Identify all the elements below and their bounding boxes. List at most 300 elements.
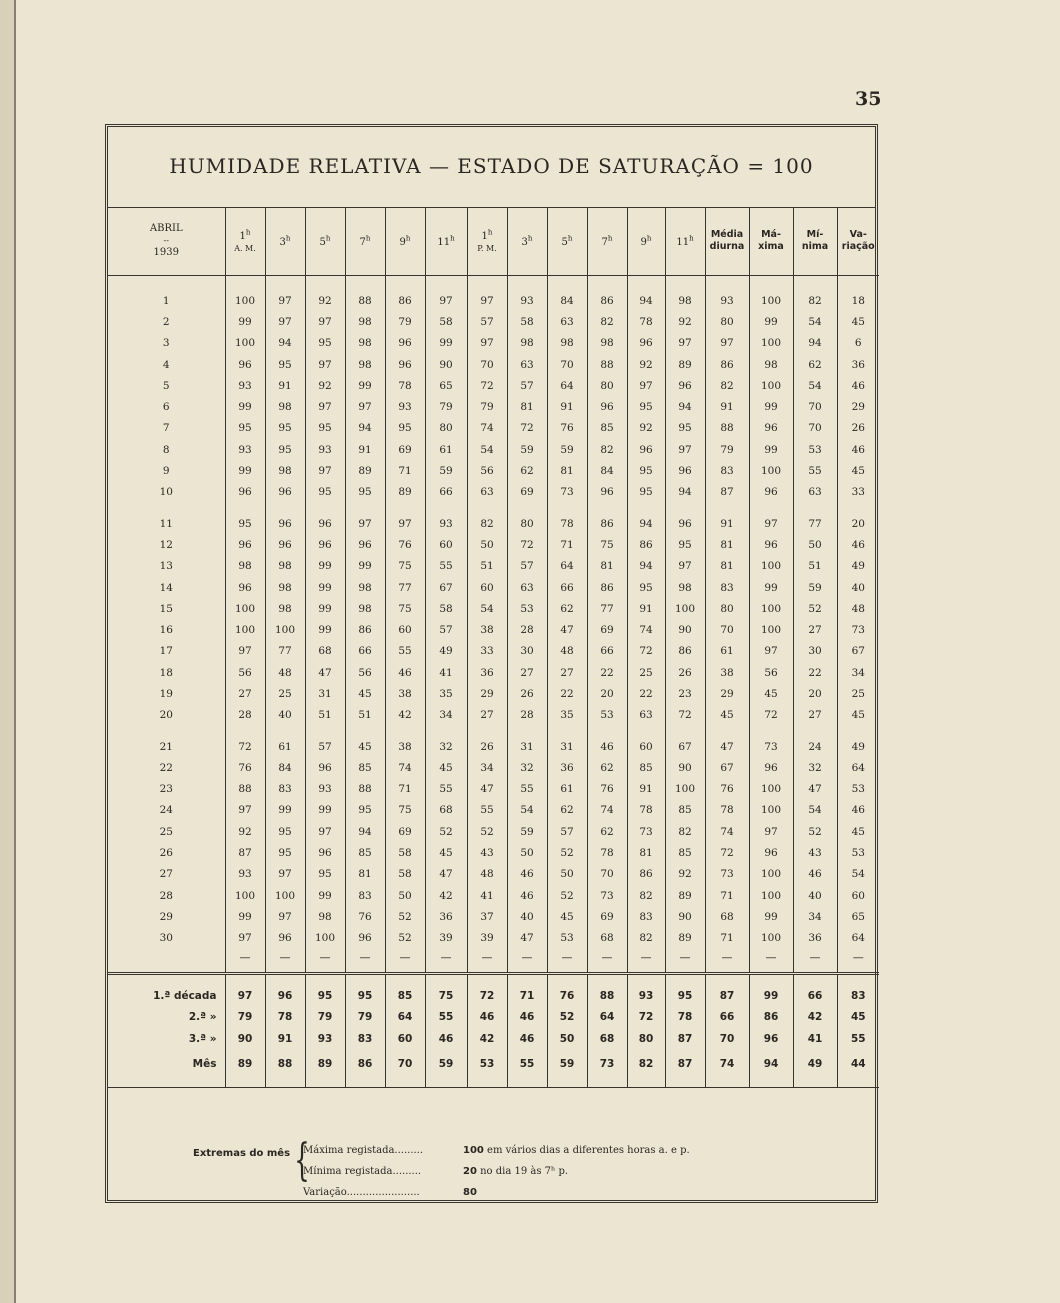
header-hour-3 (345, 207, 385, 276)
value-cell: 85 (665, 800, 705, 821)
value-cell: 39 (425, 928, 467, 949)
value-cell: 56 (225, 662, 265, 683)
value-cell: 69 (507, 482, 547, 503)
blank-cell (547, 973, 587, 985)
value-cell: 30 (793, 641, 837, 662)
summary-cell: 87 (705, 985, 749, 1007)
value-cell: 97 (265, 311, 305, 332)
value-cell: 84 (587, 460, 627, 481)
month-cell: 87 (665, 1049, 705, 1079)
value-cell: 95 (627, 577, 665, 598)
hour-label: 7$^h$ (601, 234, 613, 249)
day-cell: 9 (162, 465, 170, 478)
value-cell: 68 (305, 641, 345, 662)
value-cell: 100 (265, 885, 305, 906)
month-cell: 59 (425, 1049, 467, 1079)
summary-row (108, 1028, 879, 1050)
hour-label: 9$^h$ (640, 234, 652, 249)
value-cell: 95 (225, 513, 265, 534)
value-cell: 46 (837, 800, 879, 821)
value-cell: 79 (385, 311, 425, 332)
value-cell: 86 (627, 864, 665, 885)
value-cell: 25 (265, 683, 305, 704)
month-cell: 49 (793, 1049, 837, 1079)
value-cell: 52 (385, 906, 425, 927)
blank-cell (665, 973, 705, 985)
value-cell: 95 (305, 333, 345, 354)
value-cell: 90 (665, 906, 705, 927)
value-cell: 78 (547, 513, 587, 534)
blank-cell (665, 726, 705, 736)
header-hour-0 (225, 207, 265, 276)
summary-cell: 96 (749, 1028, 793, 1050)
value-cell: 70 (793, 396, 837, 417)
blank-cell (627, 1079, 665, 1088)
value-cell: 23 (665, 683, 705, 704)
value-cell: 77 (385, 577, 425, 598)
table-row (108, 396, 879, 417)
blank-cell (749, 973, 793, 985)
value-cell: 96 (749, 757, 793, 778)
value-cell: 93 (305, 439, 345, 460)
summary-cell: 95 (345, 985, 385, 1007)
day-cell: 18 (159, 666, 173, 679)
value-cell: 97 (425, 290, 467, 311)
summary-cell: 50 (547, 1028, 587, 1050)
value-cell: 96 (305, 757, 345, 778)
value-cell: 100 (749, 779, 793, 800)
blank-cell (345, 726, 385, 736)
blank-cell (749, 503, 793, 513)
blank-cell (467, 276, 507, 291)
value-cell: 33 (467, 641, 507, 662)
summary-cell: 46 (425, 1028, 467, 1050)
dash-cell: — (385, 949, 425, 967)
value-cell: 54 (467, 598, 507, 619)
header-hour-1 (265, 207, 305, 276)
day-cell: 7 (162, 422, 170, 435)
table-row (108, 757, 879, 778)
value-cell: 92 (305, 375, 345, 396)
value-cell: 100 (225, 619, 265, 640)
value-cell: 96 (265, 482, 305, 503)
value-cell: 66 (425, 482, 467, 503)
value-cell: 65 (425, 375, 467, 396)
month-cell: 74 (705, 1049, 749, 1079)
value-cell: 86 (705, 354, 749, 375)
value-cell: 82 (467, 513, 507, 534)
summary-cell: 68 (587, 1028, 627, 1050)
value-cell: 67 (665, 736, 705, 757)
dash-cell: — (305, 949, 345, 967)
blank-cell (385, 973, 425, 985)
hour-sup: h (567, 234, 573, 243)
value-cell: 88 (587, 354, 627, 375)
value-cell: 22 (793, 662, 837, 683)
value-cell: 59 (547, 439, 587, 460)
month-bottom (108, 1079, 879, 1088)
header-hour-9 (587, 207, 627, 276)
value-cell: 100 (749, 928, 793, 949)
dash-cell: — (225, 949, 265, 967)
value-cell: 98 (265, 577, 305, 598)
blank-cell (793, 503, 837, 513)
value-cell: 40 (793, 885, 837, 906)
value-cell: 71 (705, 928, 749, 949)
value-cell: 86 (587, 577, 627, 598)
value-cell: 74 (705, 821, 749, 842)
extreme-row (303, 1166, 568, 1177)
value-cell: 85 (665, 842, 705, 863)
value-cell: 54 (507, 800, 547, 821)
value-cell: 93 (385, 396, 425, 417)
value-cell: 41 (425, 662, 467, 683)
summary-cell: 83 (837, 985, 879, 1007)
value-cell: 74 (467, 418, 507, 439)
value-cell: 46 (507, 864, 547, 885)
value-cell: 99 (225, 460, 265, 481)
value-cell: 55 (425, 556, 467, 577)
value-cell: 76 (705, 779, 749, 800)
value-cell: 73 (547, 482, 587, 503)
value-cell: 95 (265, 354, 305, 375)
value-cell: 96 (749, 482, 793, 503)
value-cell: 47 (547, 619, 587, 640)
value-cell: 64 (837, 757, 879, 778)
dash-cell: — (507, 949, 547, 967)
blank-cell (467, 973, 507, 985)
value-cell: 52 (793, 821, 837, 842)
value-cell: 95 (305, 482, 345, 503)
value-cell: 48 (467, 864, 507, 885)
header-hour-11 (665, 207, 705, 276)
day-cell: 6 (162, 401, 170, 414)
value-cell: 45 (547, 906, 587, 927)
book-spine (0, 0, 16, 1303)
summary-cell: 46 (507, 1028, 547, 1050)
value-cell: 62 (507, 460, 547, 481)
blank-cell (547, 1079, 587, 1088)
value-cell: 96 (665, 375, 705, 396)
value-cell: 84 (547, 290, 587, 311)
value-cell: 88 (225, 779, 265, 800)
value-cell: 99 (225, 311, 265, 332)
summary-cell: 91 (265, 1028, 305, 1050)
blank-cell (225, 973, 265, 985)
value-cell: 76 (385, 534, 425, 555)
dash-cell: — (345, 949, 385, 967)
summary-cell: 46 (507, 1006, 547, 1028)
value-cell: 72 (507, 418, 547, 439)
value-cell: 94 (665, 396, 705, 417)
value-cell: 69 (587, 906, 627, 927)
value-cell: 45 (425, 842, 467, 863)
value-cell: 74 (587, 800, 627, 821)
value-cell: 50 (793, 534, 837, 555)
value-cell: 95 (385, 418, 425, 439)
blank-cell (225, 503, 265, 513)
value-cell: 54 (793, 311, 837, 332)
value-cell: 93 (705, 290, 749, 311)
value-cell: 93 (305, 779, 345, 800)
value-cell: 54 (837, 864, 879, 885)
value-cell: 99 (425, 333, 467, 354)
header-row (108, 207, 879, 276)
value-cell: 97 (305, 396, 345, 417)
value-cell: 82 (587, 311, 627, 332)
value-cell: 100 (749, 290, 793, 311)
blank-cell (547, 503, 587, 513)
extreme-value: 80 (463, 1187, 477, 1198)
blank-cell (305, 1079, 345, 1088)
value-cell: 57 (507, 375, 547, 396)
month-cell: 73 (587, 1049, 627, 1079)
header-stat-2 (793, 207, 837, 276)
table-row (108, 779, 879, 800)
value-cell: 45 (749, 683, 793, 704)
value-cell: 98 (225, 556, 265, 577)
stat-label: Média diurna (709, 229, 745, 252)
value-cell: 81 (705, 534, 749, 555)
month-cell: Mês (192, 1058, 217, 1071)
value-cell: 27 (793, 705, 837, 726)
title-band (108, 127, 875, 208)
value-cell: 40 (507, 906, 547, 927)
value-cell: 50 (507, 842, 547, 863)
value-cell: 63 (627, 705, 665, 726)
value-cell: 97 (705, 333, 749, 354)
value-cell: 77 (265, 641, 305, 662)
value-cell: 95 (225, 418, 265, 439)
day-cell: 20 (159, 709, 173, 722)
value-cell: 99 (749, 311, 793, 332)
value-cell: 68 (587, 928, 627, 949)
value-cell: 45 (345, 736, 385, 757)
summary-cell: 90 (225, 1028, 265, 1050)
value-cell: 97 (265, 290, 305, 311)
value-cell: 89 (665, 885, 705, 906)
value-cell: 94 (345, 821, 385, 842)
summary-cell: 83 (345, 1028, 385, 1050)
value-cell: 95 (305, 864, 345, 885)
value-cell: 47 (467, 779, 507, 800)
table-row (108, 619, 879, 640)
summary-spacer (108, 973, 879, 985)
value-cell: 67 (837, 641, 879, 662)
hour-sup: h (646, 234, 652, 243)
value-cell: 49 (425, 641, 467, 662)
value-cell: 66 (587, 641, 627, 662)
value-cell: 53 (587, 705, 627, 726)
value-cell: 27 (547, 662, 587, 683)
value-cell: 94 (627, 513, 665, 534)
value-cell: 85 (345, 757, 385, 778)
blank-cell (507, 726, 547, 736)
value-cell: 89 (665, 928, 705, 949)
value-cell: 98 (665, 577, 705, 598)
summary-cell: 75 (425, 985, 467, 1007)
table-row (108, 800, 879, 821)
value-cell: 100 (749, 885, 793, 906)
value-cell: 97 (225, 641, 265, 662)
blank-cell (749, 1079, 793, 1088)
value-cell: 78 (627, 800, 665, 821)
value-cell: 36 (793, 928, 837, 949)
value-cell: 61 (547, 779, 587, 800)
summary-cell: 88 (587, 985, 627, 1007)
table-row (108, 662, 879, 683)
summary-cell: 52 (547, 1006, 587, 1028)
blank-cell (837, 973, 879, 985)
value-cell: 97 (305, 354, 345, 375)
blank-cell (705, 1079, 749, 1088)
blank-cell (425, 1079, 467, 1088)
summary-cell: 64 (587, 1006, 627, 1028)
value-cell: 55 (425, 779, 467, 800)
summary-cell: 42 (793, 1006, 837, 1028)
value-cell: 98 (665, 290, 705, 311)
value-cell: 97 (627, 375, 665, 396)
value-cell: 98 (345, 577, 385, 598)
value-cell: 64 (547, 375, 587, 396)
value-cell: 100 (225, 598, 265, 619)
value-cell: 47 (793, 779, 837, 800)
summary-row (108, 985, 879, 1007)
value-cell: 86 (587, 290, 627, 311)
value-cell: 31 (547, 736, 587, 757)
value-cell: 70 (467, 354, 507, 375)
value-cell: 96 (265, 928, 305, 949)
value-cell: 63 (793, 482, 837, 503)
header-hour-4 (385, 207, 425, 276)
value-cell: 73 (587, 885, 627, 906)
value-cell: 97 (345, 396, 385, 417)
value-cell: 67 (705, 757, 749, 778)
value-cell: 57 (305, 736, 345, 757)
value-cell: 27 (225, 683, 265, 704)
value-cell: 73 (837, 619, 879, 640)
blank-cell (345, 1079, 385, 1088)
value-cell: 60 (385, 619, 425, 640)
value-cell: 81 (345, 864, 385, 885)
value-cell: 54 (467, 439, 507, 460)
value-cell: 95 (345, 800, 385, 821)
value-cell: 26 (507, 683, 547, 704)
value-cell: 92 (627, 418, 665, 439)
value-cell: 91 (627, 779, 665, 800)
dash-cell (108, 949, 225, 967)
blank-cell (837, 726, 879, 736)
value-cell: 38 (705, 662, 749, 683)
value-cell: 100 (265, 619, 305, 640)
value-cell: 75 (385, 800, 425, 821)
value-cell: 97 (225, 800, 265, 821)
value-cell: 31 (305, 683, 345, 704)
day-cell: 21 (159, 740, 173, 753)
value-cell: 46 (385, 662, 425, 683)
value-cell: 100 (305, 928, 345, 949)
value-cell: 97 (305, 460, 345, 481)
value-cell: 96 (749, 842, 793, 863)
day-cell: 25 (159, 825, 173, 838)
blank-cell (587, 276, 627, 291)
value-cell: 68 (705, 906, 749, 927)
value-cell: 99 (305, 556, 345, 577)
value-cell: 71 (547, 534, 587, 555)
value-cell: 79 (425, 396, 467, 417)
value-cell: 94 (627, 556, 665, 577)
hour-sup: h (689, 234, 694, 243)
value-cell: 84 (265, 757, 305, 778)
value-cell: 98 (345, 333, 385, 354)
value-cell: 25 (837, 683, 879, 704)
value-cell: 95 (627, 482, 665, 503)
value-cell: 94 (345, 418, 385, 439)
value-cell: 40 (837, 577, 879, 598)
dash-cell: — (265, 949, 305, 967)
day-cell: 23 (159, 783, 173, 796)
dash-row (108, 949, 879, 967)
extreme-label: Máxima registada......... (303, 1145, 424, 1156)
value-cell: 38 (385, 683, 425, 704)
value-cell: 72 (627, 641, 665, 662)
value-cell: 100 (749, 864, 793, 885)
value-cell: 93 (225, 375, 265, 396)
value-cell: 79 (467, 396, 507, 417)
summary-cell: 2.ª » (188, 1011, 217, 1024)
month-cell: 89 (305, 1049, 345, 1079)
value-cell: 100 (749, 598, 793, 619)
blank-cell (265, 726, 305, 736)
blank-cell (793, 973, 837, 985)
value-cell: 28 (507, 619, 547, 640)
value-cell: 51 (345, 705, 385, 726)
value-cell: 97 (305, 821, 345, 842)
value-cell: 43 (793, 842, 837, 863)
table-row (108, 821, 879, 842)
value-cell: 100 (749, 333, 793, 354)
value-cell: 26 (665, 662, 705, 683)
value-cell: 46 (793, 864, 837, 885)
value-cell: 86 (345, 619, 385, 640)
value-cell: 98 (749, 354, 793, 375)
value-cell: 58 (385, 864, 425, 885)
value-cell: 81 (587, 556, 627, 577)
value-cell: 22 (547, 683, 587, 704)
value-cell: 81 (547, 460, 587, 481)
summary-cell: 78 (265, 1006, 305, 1028)
value-cell: 93 (225, 864, 265, 885)
value-cell: 66 (345, 641, 385, 662)
value-cell: 95 (345, 482, 385, 503)
value-cell: 34 (793, 906, 837, 927)
value-cell: 93 (507, 290, 547, 311)
hour-label: 5$^h$ (319, 234, 331, 249)
blank-cell (705, 973, 749, 985)
month-cell: 53 (467, 1049, 507, 1079)
value-cell: 88 (705, 418, 749, 439)
value-cell: 100 (749, 375, 793, 396)
summary-cell: 46 (467, 1006, 507, 1028)
value-cell: 96 (305, 513, 345, 534)
blank-cell (467, 1079, 507, 1088)
value-cell: 70 (793, 418, 837, 439)
value-cell: 72 (225, 736, 265, 757)
blank-cell (507, 503, 547, 513)
value-cell: 26 (467, 736, 507, 757)
value-cell: 58 (507, 311, 547, 332)
value-cell: 76 (225, 757, 265, 778)
